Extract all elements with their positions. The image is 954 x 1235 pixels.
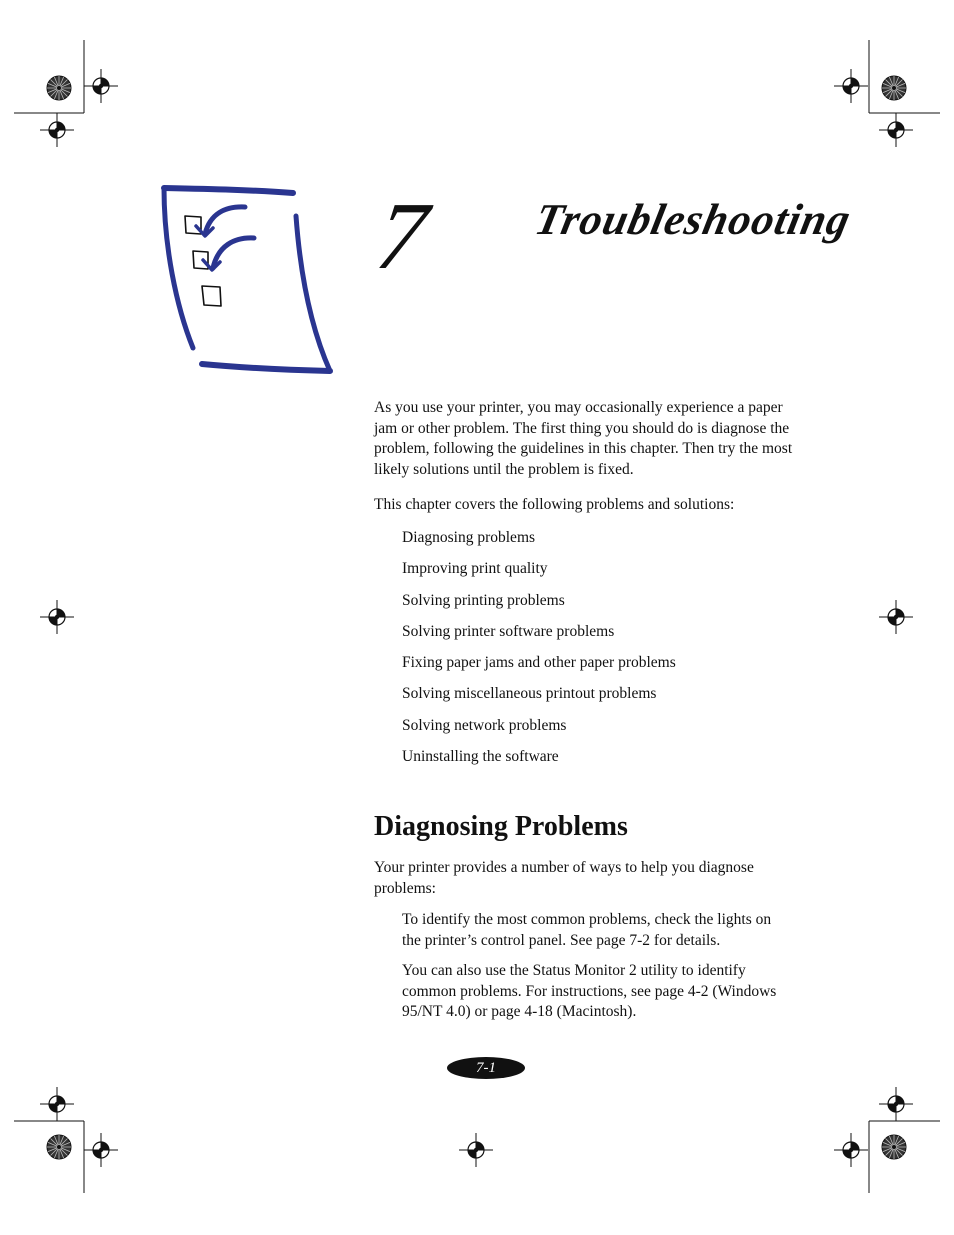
- section-intro: Your printer provides a number of ways to help you diagnose problems:: [374, 859, 754, 897]
- list-item: Solving printing problems: [402, 591, 565, 609]
- list-item: Fixing paper jams and other paper problems: [402, 654, 676, 672]
- list-item: You can also use the Status Monitor 2 utility to identify common problems. For instructions, see page 4-2 (Windows 95/NT 4.0) or page 4-18 (Macintosh).: [402, 962, 777, 1020]
- topic-list: [402, 528, 802, 778]
- page-number: 7-1: [447, 1057, 525, 1079]
- section-heading: Diagnosing Problems: [374, 811, 628, 842]
- diagnosis-list: [402, 910, 792, 1033]
- list-item: Diagnosing problems: [402, 529, 536, 546]
- list-item: To identify the most common problems, check the lights on the printer’s control panel. See page 7-2 for details.: [402, 911, 772, 949]
- list-item: Uninstalling the software: [402, 748, 559, 766]
- intro-paragraph: As you use your printer, you may occasionally experience a paper jam or other problem. The first thing you should do is diagnose the problem, following the guidelines in this chapter. Then try the most likely solutions until the problem is fixed.: [374, 399, 793, 478]
- list-item: Solving miscellaneous printout problems: [402, 685, 657, 703]
- list-item: Solving printer software problems: [402, 622, 615, 640]
- list-item: Solving network problems: [402, 716, 567, 734]
- chapter-number: 7: [370, 182, 434, 289]
- list-item: Improving print quality: [402, 560, 548, 578]
- covers-paragraph: This chapter covers the following problems and solutions:: [374, 496, 735, 513]
- chapter-title: Troubleshooting: [530, 195, 856, 244]
- checklist-icon: [150, 176, 345, 381]
